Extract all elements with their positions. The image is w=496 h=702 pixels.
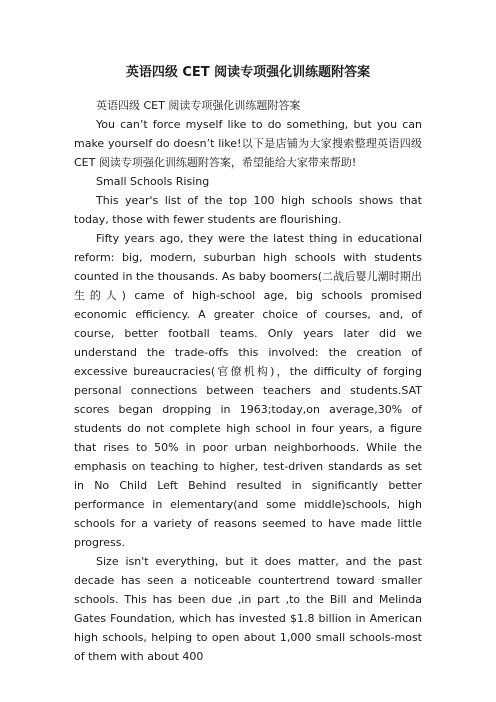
paragraph-intro: You can’t force myself like to do something, but you can make yourself do doesn’t like!以下是店铺为大家搜索整理英语四级 CET 阅读专项强化训练题附答案，希望能给大家带来帮助! xyxy=(74,118,422,169)
paragraph-article-title: Small Schools Rising xyxy=(96,175,210,188)
paragraph-body-1: Fifty years ago, they were the latest thing in educational reform: big, modern, suburban high schools with students counted in the thousands. As baby boomers(二战后婴儿潮时期出生的人) came of high-school age, big schools promised economic efficiency. A greater choice of courses, and, of course, better football teams. Only years later did we understand the trade-offs this involved: the creation of excessive bureaucracies(官僚机构)，the difficulty of forging personal connections between teachers and students.SAT scores began dropping in 1963;today,on average,30% of students do not complete high school in four years, a figure that rises to 50% in poor urban neighborhoods. While the emphasis on teaching to higher, test-driven standards as set in No Child Left Behind resulted in significantly better performance in elementary(and some middle)schools, high schools for a variety of reasons seemed to have made little progress. xyxy=(74,232,422,549)
paragraph-body-2: Size isn't everything, but it does matter, and the past decade has seen a noticeable countertrend toward smaller schools. This has been due ,in part ,to the Bill and Melinda Gates Foundation, which has invested $1.8 billion in American high schools, helping to open about 1,000 small schools-most of them with about 400 xyxy=(74,555,422,663)
paragraph-subtitle: 英语四级 CET 阅读专项强化训练题附答案 xyxy=(96,99,301,112)
paragraph-lead: This year's list of the top 100 high schools shows that today, those with fewer students are flourishing. xyxy=(74,194,422,226)
document-title: 英语四级 CET 阅读专项强化训练题附答案 xyxy=(125,65,371,80)
